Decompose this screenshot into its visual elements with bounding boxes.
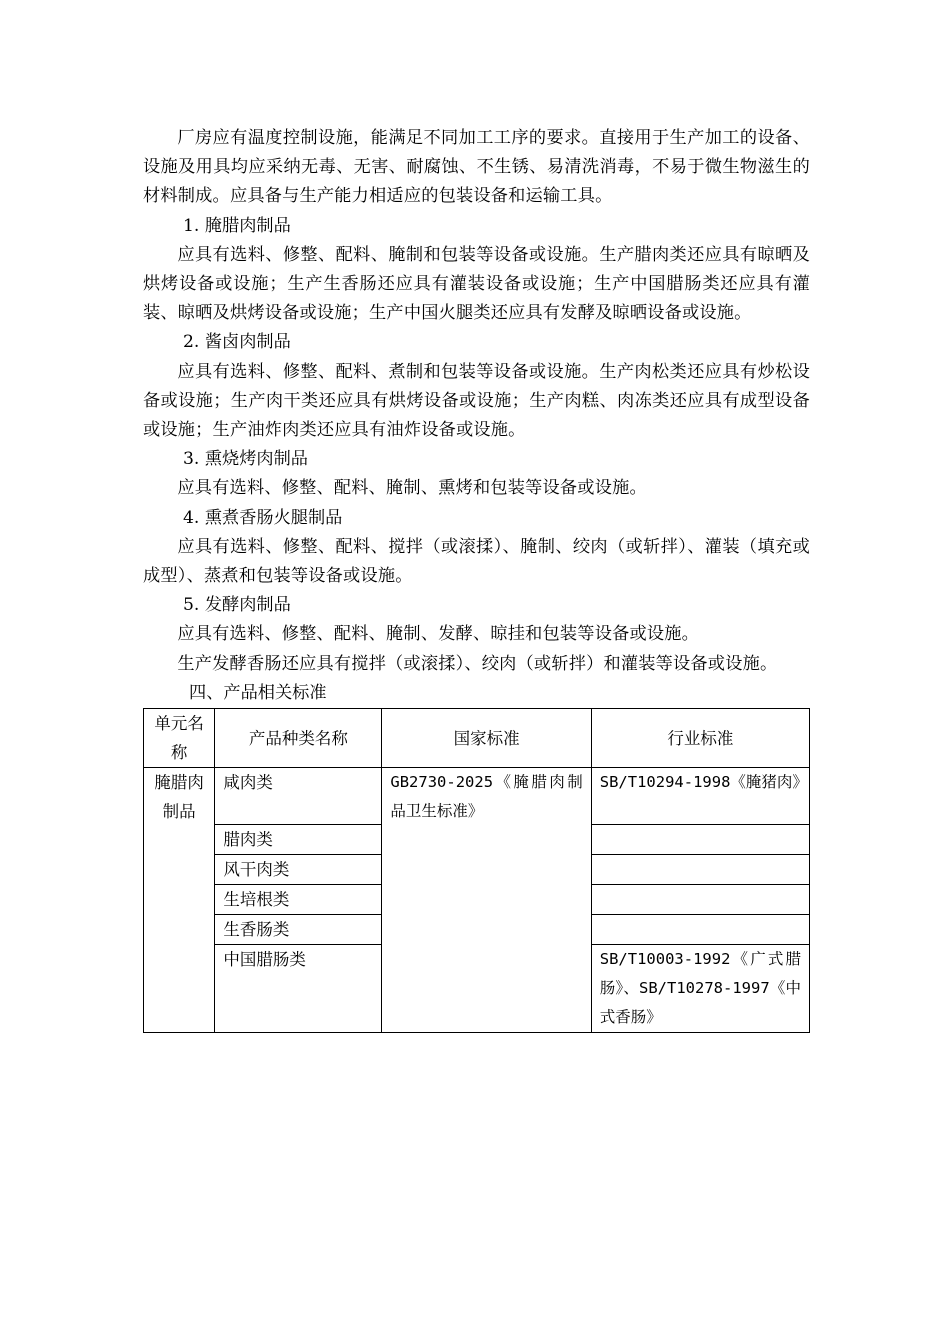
header-category-name: 产品种类名称	[215, 709, 382, 768]
document-page	[143, 124, 810, 1033]
industry-standard-cell: SB/T10294-1998《腌猪肉》	[591, 768, 809, 825]
paragraph-fermented-meat: 应具有选料、修整、配料、腌制、发酵、晾挂和包装等设备或设施。	[177, 624, 700, 645]
heading-fermented-meat: 5. 发酵肉制品	[183, 595, 291, 616]
heading-smoked-sausage-ham: 4. 熏煮香肠火腿制品	[183, 507, 343, 528]
paragraph-smoked-sausage-ham: 应具有选料、修整、配料、搅拌（或滚揉）、腌制、绞肉（或斩拌）、灌装（填充或成型）、蒸煮和包装等设备或设施。	[143, 536, 810, 587]
category-cell: 腊肉类	[215, 825, 382, 855]
intro-paragraph: 厂房应有温度控制设施，能满足不同加工工序的要求。直接用于生产加工的设备、设施及用具均应采纳无毒、无害、耐腐蚀、不生锈、易清洗消毒，不易于微生物滋生的材料制成。应具备与生产能力相适应的包装设备和运输工具。	[143, 128, 810, 207]
paragraph-smoked-roasted-meat: 应具有选料、修整、配料、腌制、熏烤和包装等设备或设施。	[177, 478, 647, 499]
section-heading-standards: 四、产品相关标准	[189, 682, 327, 703]
table-row	[144, 768, 810, 825]
heading-braised-meat: 2. 酱卤肉制品	[183, 332, 291, 353]
paragraph-braised-meat: 应具有选料、修整、配料、煮制和包装等设备或设施。生产肉松类还应具有炒松设备或设施；生产肉干类还应具有烘烤设备或设施；生产肉糕、肉冻类还应具有成型设备或设施；生产油炸肉类还应具有油炸设备或设施。	[143, 361, 810, 441]
header-national-standard: 国家标准	[382, 709, 591, 768]
industry-standard-cell	[591, 885, 809, 915]
unit-name-cell: 腌腊肉制品	[144, 768, 215, 1033]
heading-smoked-roasted-meat: 3. 熏烧烤肉制品	[183, 449, 308, 470]
standards-table	[143, 708, 810, 1033]
industry-standard-cell	[591, 915, 809, 945]
heading-cured-meat: 1. 腌腊肉制品	[183, 215, 291, 236]
category-cell: 中国腊肠类	[215, 945, 382, 1033]
category-cell: 风干肉类	[215, 855, 382, 885]
category-cell: 生香肠类	[215, 915, 382, 945]
national-standard-cell: GB2730-2025《腌腊肉制品卫生标准》	[382, 768, 591, 1033]
paragraph-cured-meat: 应具有选料、修整、配料、腌制和包装等设备或设施。生产腊肉类还应具有晾晒及烘烤设备或设施；生产生香肠还应具有灌装设备或设施；生产中国腊肠类还应具有灌装、晾晒及烘烤设备或设施；生产中国火腿类还应具有发酵及晾晒设备或设施。	[143, 244, 810, 324]
paragraph-fermented-sausage: 生产发酵香肠还应具有搅拌（或滚揉）、绞肉（或斩拌）和灌装等设备或设施。	[177, 653, 778, 674]
category-cell: 咸肉类	[215, 768, 382, 825]
industry-standard-cell	[591, 855, 809, 885]
header-unit-name: 单元名称	[144, 709, 215, 768]
category-cell: 生培根类	[215, 885, 382, 915]
industry-standard-cell	[591, 825, 809, 855]
header-industry-standard: 行业标准	[591, 709, 809, 768]
industry-standard-cell: SB/T10003-1992《广式腊肠》、SB/T10278-1997《中式香肠》	[591, 945, 809, 1033]
table-header-row	[144, 709, 810, 768]
